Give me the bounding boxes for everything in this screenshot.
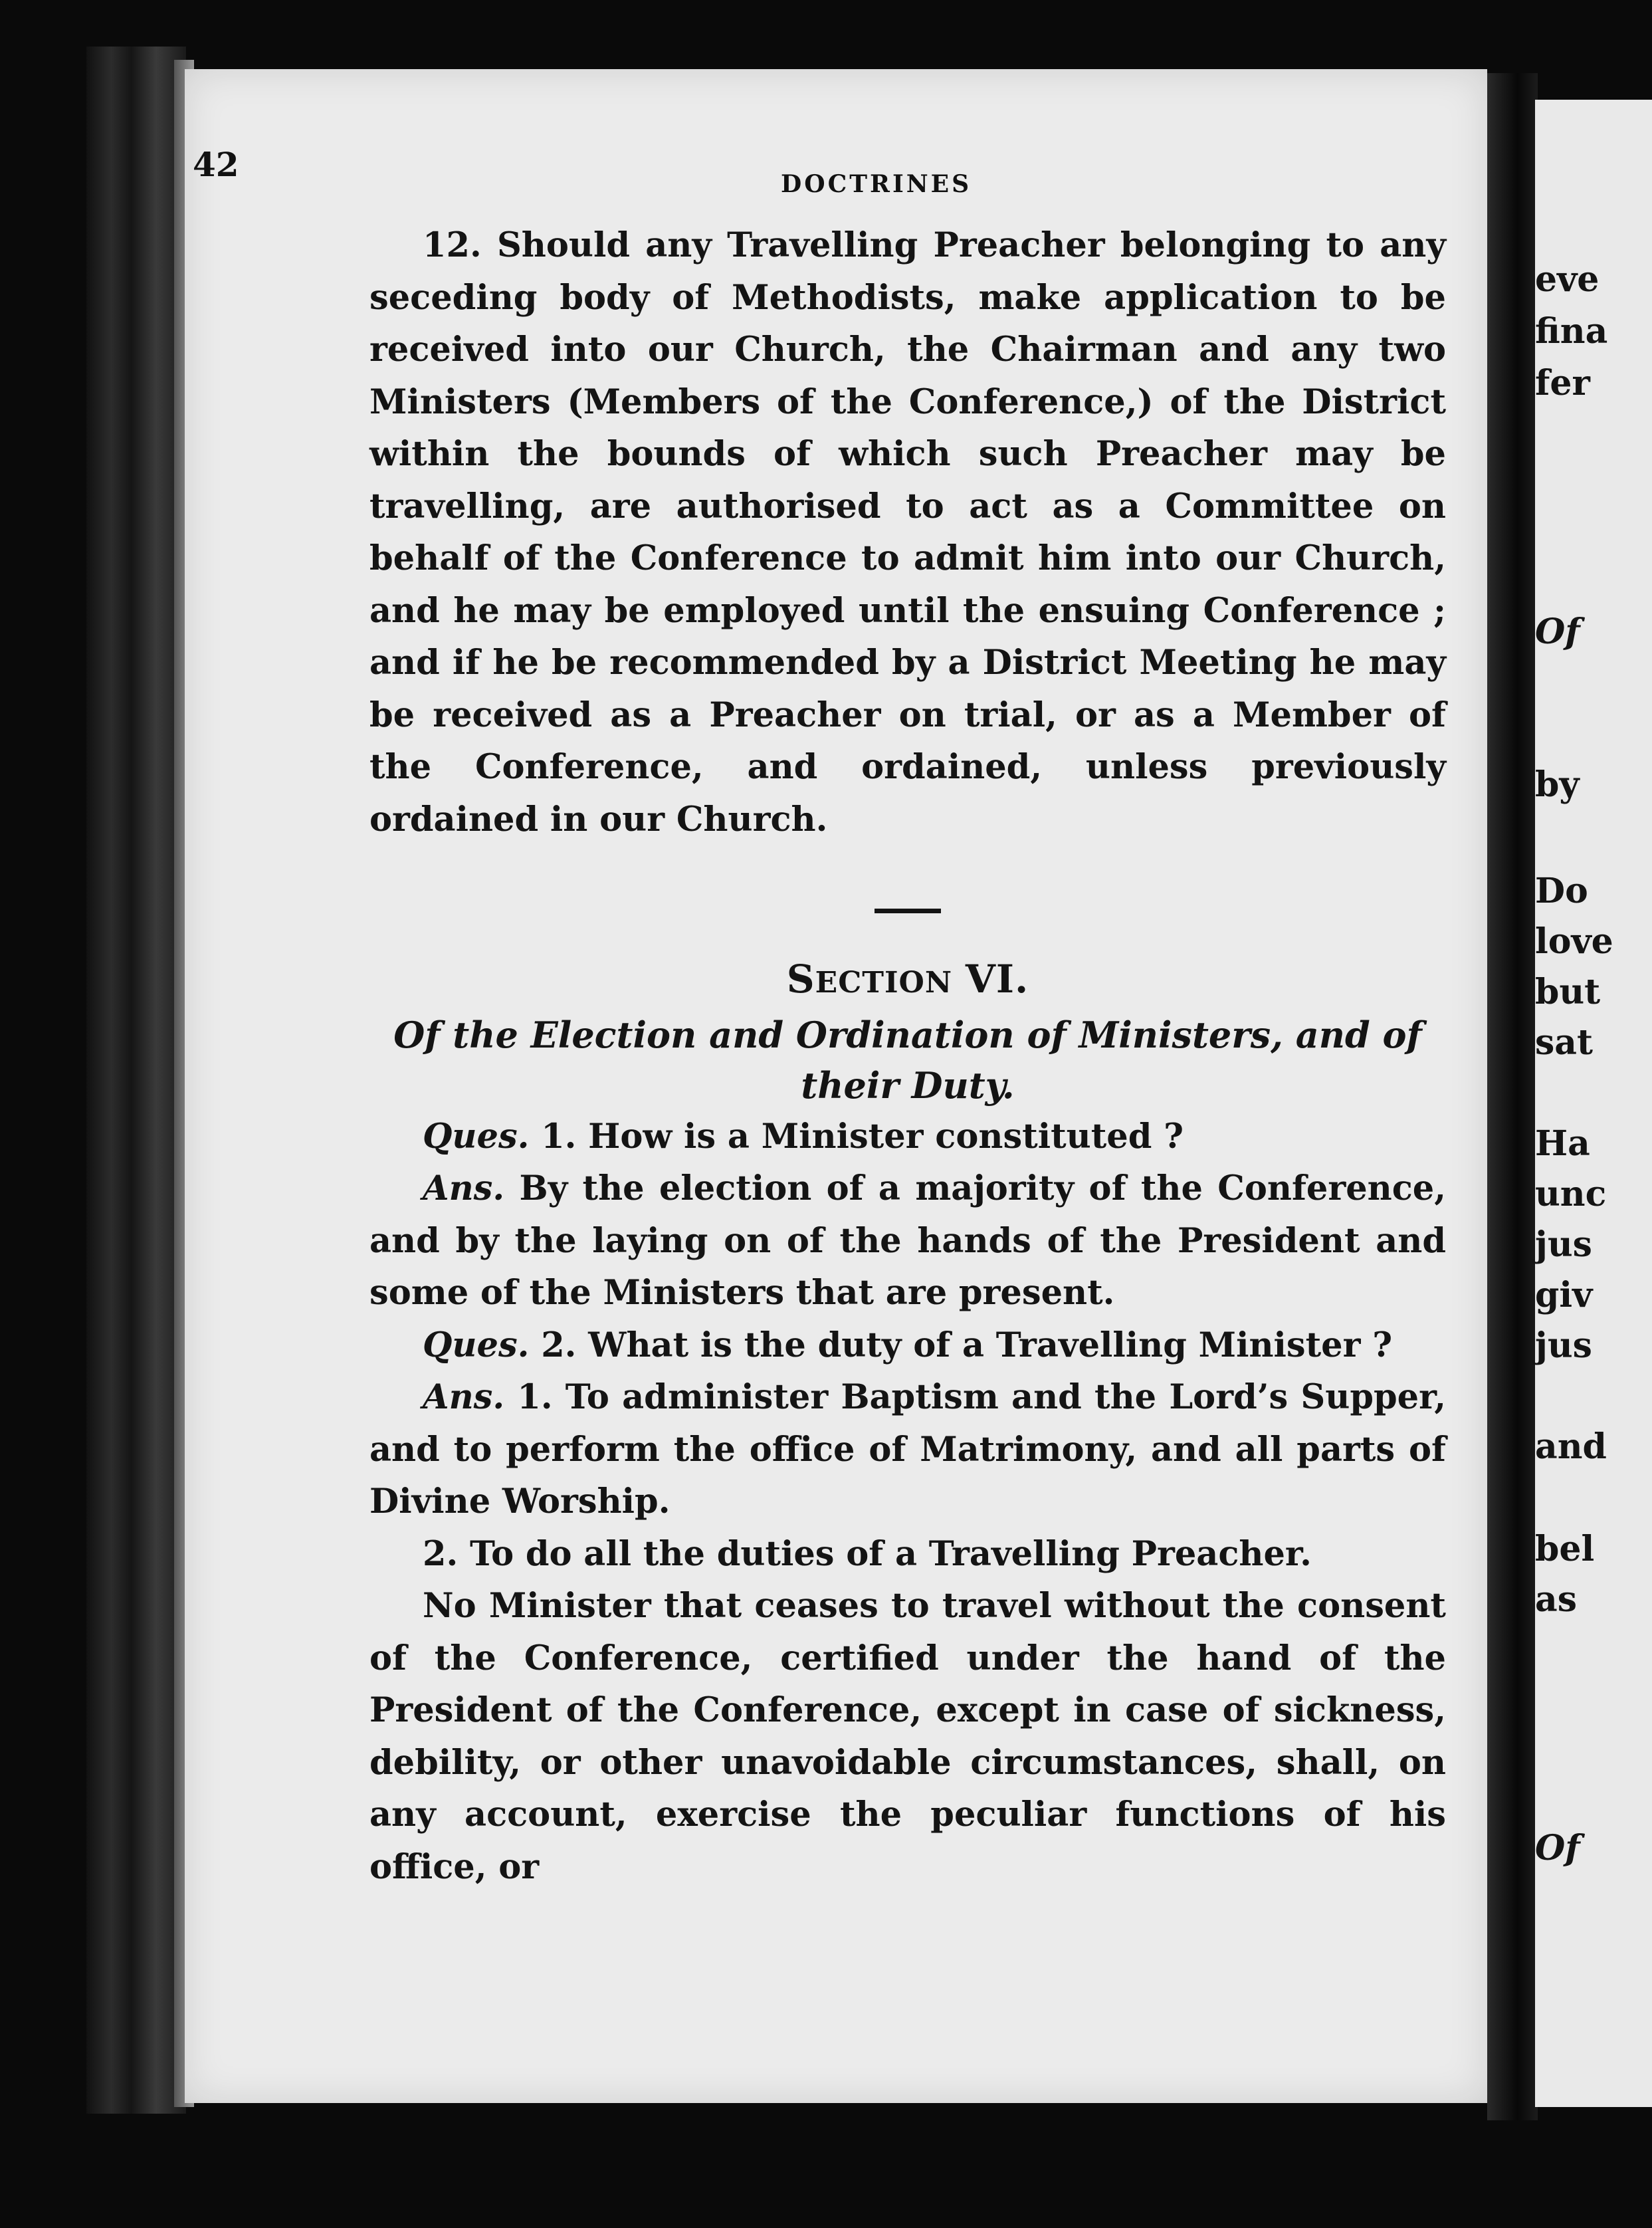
section-title: Of the Election and Ordination of Ministers, and of their Duty. xyxy=(393,1013,1422,1107)
right-page-fragment: but xyxy=(1535,972,1601,1012)
right-page-fragment: jus xyxy=(1535,1224,1592,1265)
running-head: DOCTRINES xyxy=(781,170,972,198)
qa-label: Ques. xyxy=(423,1325,530,1365)
right-page-fragment: love xyxy=(1535,921,1613,962)
right-page-fragment: Ha xyxy=(1535,1123,1590,1164)
qa-label: Ans. xyxy=(423,1377,505,1417)
right-page-fragment: Do xyxy=(1535,871,1588,911)
right-page-cropped xyxy=(1535,100,1652,2107)
qa-text: By the election of a majority of the Conference, and by the laying on of the hands of the President and some of the Ministers that are present. xyxy=(369,1169,1446,1313)
page-number: 42 xyxy=(193,145,239,184)
right-page-fragment: sat xyxy=(1535,1022,1593,1063)
right-page-fragment: by xyxy=(1535,764,1580,805)
page-body xyxy=(369,219,1446,1893)
section-heading-word: ECTION xyxy=(815,966,953,1000)
qa-item xyxy=(369,1371,1446,1528)
qa-text: 1. How is a Minister constituted ? xyxy=(541,1116,1184,1157)
right-page-fragment: Of xyxy=(1535,1828,1580,1868)
qa-item xyxy=(369,1319,1446,1372)
right-page-fragment: and xyxy=(1535,1426,1607,1467)
right-page-fragment: giv xyxy=(1535,1275,1593,1315)
qa-text: 2. What is the duty of a Travelling Minister ? xyxy=(541,1325,1393,1365)
book-spine xyxy=(86,47,186,2114)
qa-item xyxy=(369,1111,1446,1163)
section-heading-initial: S xyxy=(786,956,815,1002)
right-page-fragment: Of xyxy=(1535,612,1580,652)
section-heading xyxy=(369,953,1446,1010)
qa-label: Ans. xyxy=(423,1169,505,1208)
section-divider-rule xyxy=(875,909,941,913)
page-gutter xyxy=(1487,73,1538,2120)
right-page-fragment: as xyxy=(1535,1579,1577,1620)
qa-label: Ques. xyxy=(423,1116,530,1157)
right-page-fragment: eve xyxy=(1535,259,1600,300)
duty-2: 2. To do all the duties of a Travelling Preacher. xyxy=(423,1533,1312,1574)
paragraph-12: 12. Should any Travelling Preacher belonging to any seceding body of Methodists, make application to be received into our Church, the Chairman and any two Ministers (Members of the Conference,) of the District within the bounds of which such Preacher may be travelling, are authorised to act as a Committee on behalf of the Conference to admit him into our Church, and he may be employed until the ensuing Conference ; and if he be recommended by a District Meeting he may be received as a Preacher on trial, or as a Member of the Conference, and ordained, unless previously ordained in our Church. xyxy=(369,225,1446,839)
right-page-fragment: fer xyxy=(1535,363,1590,403)
qa-text: 1. To administer Baptism and the Lord’s Supper, and to perform the office of Matrimony, and all parts of Divine Worship. xyxy=(369,1377,1446,1521)
qa-item xyxy=(369,1163,1446,1319)
right-page-fragment: bel xyxy=(1535,1529,1595,1569)
right-page-fragment: fina xyxy=(1535,311,1608,352)
right-page-fragment: jus xyxy=(1535,1325,1592,1366)
section-heading-numeral: VI. xyxy=(965,956,1029,1002)
closing-paragraph: No Minister that ceases to travel without the consent of the Conference, certified under the hand of the President of the Conference, except in case of sickness, debility, or other unavoidable circumstances, shall, on any account, exercise the peculiar functions of his office, or xyxy=(369,1586,1446,1887)
right-page-fragment: unc xyxy=(1535,1174,1607,1214)
